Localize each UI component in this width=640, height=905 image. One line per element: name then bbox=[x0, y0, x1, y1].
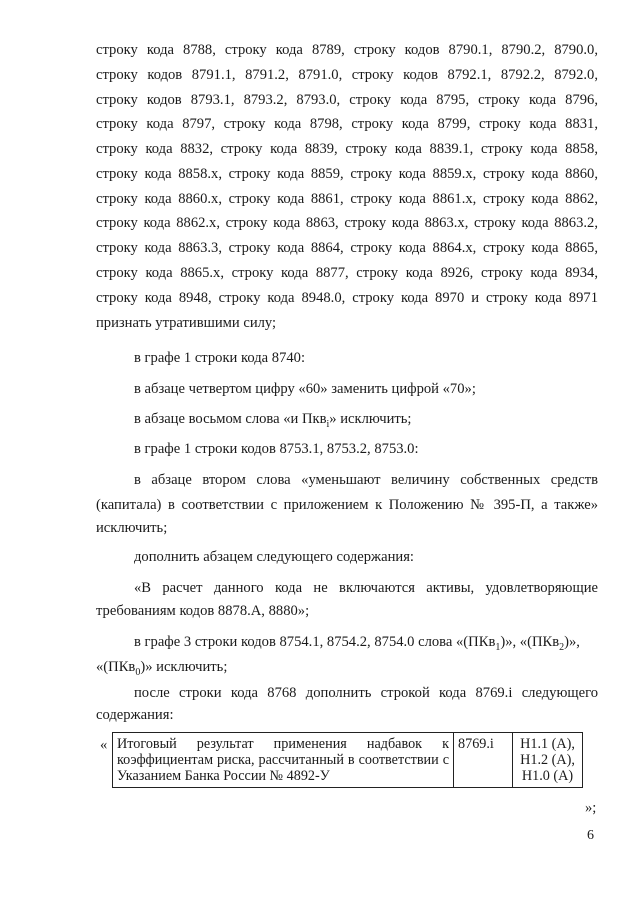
posle-line: после строки кода 8768 дополнить строкой кода 8769.i следующего bbox=[134, 685, 598, 701]
grafa3-text: «(ПКв bbox=[96, 659, 136, 675]
row-description: Итоговый результат применения надбавок к коэффициентам риска, рассчитанный в соответствии с Указанием Банка России № 4892-У bbox=[113, 733, 454, 788]
grafa3-sub: 1 bbox=[495, 641, 501, 653]
quote-line: «В расчет данного кода не включаются активы, удовлетворяющие bbox=[134, 580, 598, 596]
grafa3-sub: 0 bbox=[135, 666, 141, 678]
paragraph-line: строку кода 8858.х, строку кода 8859, строку кода 8859.х, строку кода 8860, bbox=[96, 166, 598, 182]
grafa3-text: )», «(ПКв bbox=[500, 634, 560, 650]
page-number: 6 bbox=[587, 828, 594, 843]
posle-line: содержания: bbox=[96, 707, 174, 723]
item-abzac-4: в абзаце четвертом цифру «60» заменить цифрой «70»; bbox=[134, 381, 476, 397]
item-abzac-8-text: в абзаце восьмом слова «и Пкв bbox=[134, 411, 327, 427]
item-abzac-8-suffix: » исключить; bbox=[329, 411, 412, 427]
close-quote: »; bbox=[585, 800, 597, 816]
grafa3-text: в графе 3 строки кодов 8754.1, 8754.2, 8754.0 слова «(ПКв bbox=[134, 634, 496, 650]
paragraph-line: строку кодов 8791.1, 8791.2, 8791.0, строку кодов 8792.1, 8792.2, 8792.0, bbox=[96, 67, 598, 83]
paragraph-line: строку кода 8788, строку кода 8789, строку кодов 8790.1, 8790.2, 8790.0, bbox=[96, 42, 598, 58]
paragraph-end: признать утратившими силу; bbox=[96, 315, 277, 331]
abzac2-line: (капитала) в соответствии с приложением к Положению № 395-П, а также» bbox=[96, 497, 598, 513]
table-row bbox=[113, 733, 583, 788]
item-8753: в графе 1 строки кодов 8753.1, 8753.2, 8753.0: bbox=[134, 441, 419, 457]
paragraph-line: строку кодов 8793.1, 8793.2, 8793.0, строку кода 8795, строку кода 8796, bbox=[96, 92, 598, 108]
quote-line: требованиям кодов 8878.А, 8880»; bbox=[96, 603, 310, 619]
grafa3-line bbox=[134, 634, 580, 653]
grafa3-text: )», bbox=[564, 634, 580, 650]
paragraph-line: строку кода 8862.х, строку кода 8863, строку кода 8863.х, строку кода 8863.2, bbox=[96, 215, 598, 231]
paragraph-line: строку кода 8863.3, строку кода 8864, строку кода 8864.х, строку кода 8865, bbox=[96, 240, 598, 256]
norm-item: Н1.0 (А) bbox=[521, 768, 574, 784]
item-abzac-8 bbox=[134, 411, 411, 430]
open-quote: « bbox=[100, 737, 108, 753]
paragraph-line: строку кода 8797, строку кода 8798, строку кода 8799, строку кода 8831, bbox=[96, 116, 598, 132]
abzac2-line: исключить; bbox=[96, 520, 168, 536]
paragraph-line: строку кода 8948, строку кода 8948.0, строку кода 8970 и строку кода 8971 bbox=[96, 290, 598, 306]
item-abzac-8-sub: i bbox=[326, 418, 330, 430]
inserted-row-table bbox=[112, 732, 583, 788]
paragraph-line: строку кода 8832, строку кода 8839, строку кода 8839.1, строку кода 8858, bbox=[96, 141, 598, 157]
grafa3-line bbox=[96, 659, 227, 678]
grafa3-sub: 2 bbox=[559, 641, 565, 653]
dopolnit-line: дополнить абзацем следующего содержания: bbox=[134, 549, 414, 565]
row-code: 8769.i bbox=[454, 733, 513, 788]
row-norms bbox=[513, 733, 583, 788]
grafa3-text: )» исключить; bbox=[140, 659, 228, 675]
paragraph-line: строку кода 8865.х, строку кода 8877, строку кода 8926, строку кода 8934, bbox=[96, 265, 598, 281]
paragraph-line: строку кода 8860.х, строку кода 8861, строку кода 8861.х, строку кода 8862, bbox=[96, 191, 598, 207]
norm-item: Н1.2 (А), bbox=[520, 752, 575, 768]
item-8740: в графе 1 строки кода 8740: bbox=[134, 350, 306, 366]
abzac2-line: в абзаце втором слова «уменьшают величину собственных средств bbox=[134, 472, 598, 488]
norm-item: Н1.1 (А), bbox=[520, 736, 575, 752]
